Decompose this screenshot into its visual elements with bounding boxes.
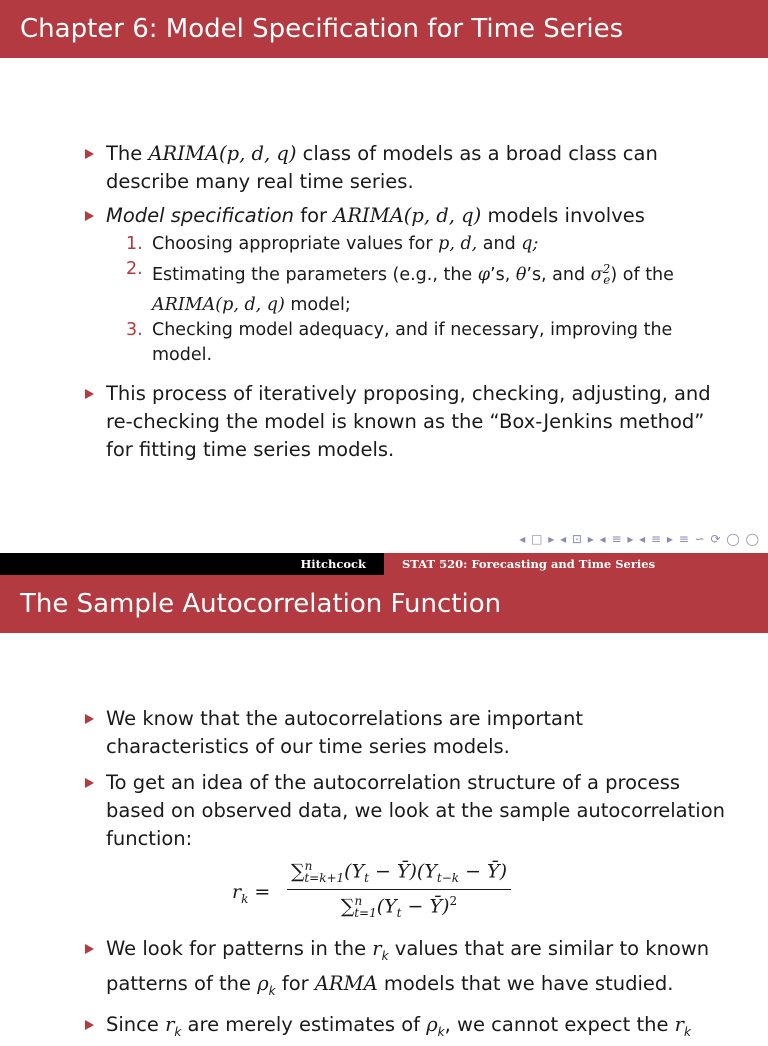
footer-author: Hitchcock [0,553,384,575]
item-math: q; [521,234,539,254]
bullet-text: models involves [481,204,645,227]
item-text: ’s, and [526,264,591,285]
bullet-patterns [82,935,728,1005]
item-text: Estimating the parameters (e.g., the [152,264,478,285]
power: 2 [449,894,458,909]
list-item [106,232,728,257]
beamer-navigation-icons[interactable] [519,532,760,546]
slide-title [0,575,768,633]
k-subscript: k [381,948,389,963]
r-symbol: r [674,1012,684,1036]
slide-title [0,0,768,58]
sigma-symbol: σ [590,264,603,285]
term-sub: t [396,906,402,921]
rho-symbol: ρ [426,1012,438,1036]
bullet-text: This process of iteratively proposing, checking, adjusting, and re-checking the model is known as the “Box-Jenkins method” for fitting time series models. [106,382,711,462]
arima-math: ARIMA(p, d, q) [333,204,482,227]
bullet-text: class of models as a broad class can describe many real time series. [106,142,658,193]
bullet-text: values that are similar to known patterns of the [106,937,710,995]
bullet-arima-class [82,140,728,196]
slide-body [82,705,728,1046]
term-sub: t [364,871,369,886]
item-math: p, d, [438,234,478,254]
steps-list [106,232,728,368]
bullet-text: We know that the autocorrelations are important characteristics of our time series models. [106,707,584,758]
list-item [106,257,728,318]
sum-lower: t=1 [354,906,377,921]
bullet-estimates [82,1011,728,1046]
term-sub: t−k [436,871,460,886]
arma-math: ARMA [314,971,378,995]
slide-title-text: The Sample Autocorrelation Function [20,589,502,619]
k-subscript: k [241,891,249,906]
r-symbol: r [232,881,242,903]
item-text: ) of the [610,264,674,285]
bullet-text: Since [106,1012,166,1036]
sum-upper: n [304,859,313,873]
italic-term: Model specification [106,204,295,227]
bullet-sample-acf [82,769,728,853]
sigma-math: $\sigma^2_e$ [590,262,611,288]
item-text: Choosing appropriate values for [152,234,439,254]
list-number: 1. [126,234,143,254]
k-subscript: k [174,1024,182,1039]
term: (Y [376,895,397,918]
sum-upper: n [354,894,363,909]
term: − Ȳ) [459,860,507,883]
bullet-model-specification [82,202,728,368]
formula-lhs [232,881,270,906]
bullet-text: To get an idea of the autocorrelation structure of a process based on observed data, we look at the sample autocorrelation function: [106,771,725,850]
r-symbol: r [165,1012,175,1036]
list-number: 3. [126,320,143,341]
sample-acf-formula [82,859,728,929]
bullet-box-jenkins [82,380,728,464]
sum-lower: t=k+1 [304,871,345,886]
slide-title-text: Chapter 6: Model Specification for Time Series [20,14,624,44]
arima-math: ARIMA(p, d, q) [148,142,297,165]
formula-denominator [287,889,511,920]
term: − Ȳ) [401,895,450,918]
sum-symbol: ∑ [340,895,355,918]
item-text: model; [284,295,351,316]
sum-symbol: ∑ [291,860,305,883]
rho-symbol: ρ [257,971,269,995]
k-subscript: k [268,983,276,998]
list-item [106,318,728,368]
formula-fraction [287,859,511,920]
item-math: ARIMA(p, d, q) [152,295,285,316]
item-math: φ [477,264,491,285]
slide-footer [0,553,768,575]
item-text: and [477,234,522,254]
slide-body [82,140,728,464]
footer-course: STAT 520: Forecasting and Time Series [384,553,768,575]
bullet-text: The [106,142,149,165]
bullet-text: We look for patterns in the [106,937,373,960]
k-subscript: k [437,1024,445,1039]
r-symbol: r [372,937,382,960]
item-text: Checking model adequacy, and if necessary, improving the model. [152,320,673,366]
list-number: 2. [126,259,143,279]
bullet-text: models that we have studied. [377,971,674,995]
bullet-text: are merely estimates of [181,1012,427,1036]
nav-symbols-text[interactable]: ◂ □ ▸ ◂ ⊡ ▸ ◂ ≡ ▸ ◂ ≡ ▸ ≡ ∽ ⟳ ◯ ◯ [519,532,760,546]
bullet-text: for [294,204,334,227]
slide-sample-acf [0,575,768,1039]
k-subscript: k [683,1024,691,1039]
term: − Ȳ)(Y [368,860,437,883]
item-math: θ [515,264,527,285]
formula-numerator [287,859,511,889]
bullet-text: , we cannot expect the [444,1012,675,1036]
bullet-text: for [275,971,315,995]
term: (Y [344,860,365,883]
bullet-autocorrelations [82,705,728,761]
equals-sign: = [248,881,271,903]
item-text: ’s, [490,264,516,285]
